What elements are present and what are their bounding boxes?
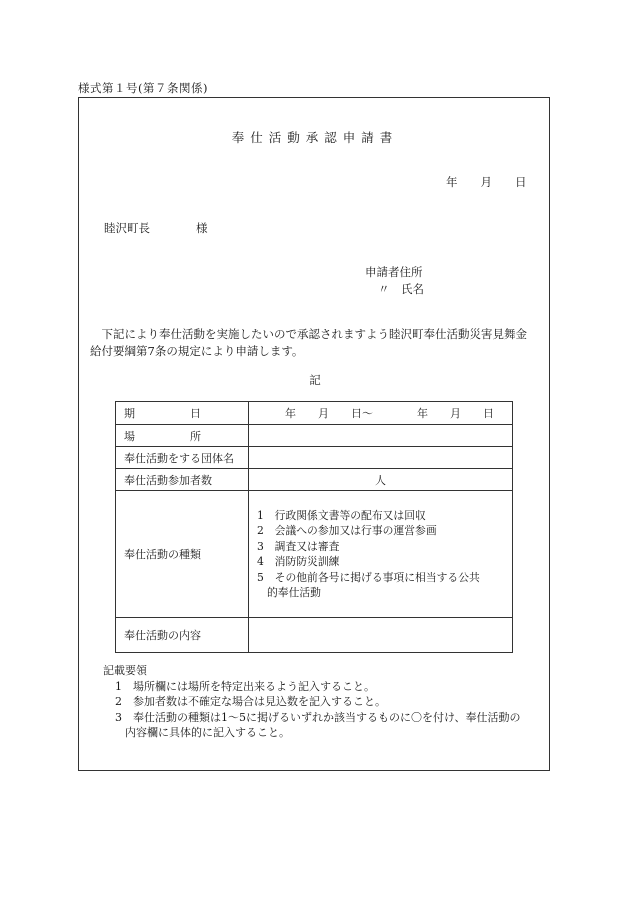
request-statement	[90, 326, 542, 360]
submission-date: 年 月 日	[446, 175, 527, 189]
addressee: 睦沢町長 様	[104, 221, 208, 235]
kind-item-2[interactable]: 2 会議への参加又は行事の運営参画	[257, 524, 437, 537]
group-value[interactable]	[249, 447, 513, 469]
table-row-count	[116, 469, 513, 491]
request-statement-line-2: 給付要綱第7条の規定により申請します。	[90, 344, 304, 358]
table-row-period	[116, 402, 513, 425]
kind-item-1[interactable]: 1 行政関係文書等の配布又は回収	[257, 508, 426, 522]
table-row-kind	[116, 491, 513, 618]
ki-heading: 記	[309, 373, 321, 387]
instruction-item-continued: 内容欄に具体的に記入すること。	[125, 726, 290, 739]
table-row-group	[116, 447, 513, 469]
period-value[interactable]: 年 月 日～ 年 月 日	[249, 402, 513, 425]
table-row-content	[116, 618, 513, 653]
place-value[interactable]	[249, 425, 513, 447]
place-label-text: 場 所	[124, 429, 201, 443]
filling-instructions	[103, 663, 521, 741]
group-label: 奉仕活動をする団体名	[116, 447, 249, 469]
request-statement-line-1: 下記により奉仕活動を実施したいので承認されますよう睦沢町奉仕活動災害見舞金	[90, 327, 527, 341]
instruction-item: 3 奉仕活動の種類は1～5に掲げるいずれか該当するものに〇を付け、奉仕活動の	[115, 710, 521, 724]
kind-label: 奉仕活動の種類	[116, 491, 249, 618]
document-title: 奉仕活動承認申請書	[231, 130, 399, 145]
place-label	[116, 425, 249, 447]
count-label: 奉仕活動参加者数	[116, 469, 249, 491]
period-label-text: 期 日	[124, 407, 201, 420]
content-label: 奉仕活動の内容	[116, 618, 249, 653]
table-row-place	[116, 425, 513, 447]
kind-value[interactable]	[249, 491, 513, 618]
kind-item-5[interactable]: 5 その他前各号に掲げる事項に相当する公共	[257, 570, 480, 584]
instructions-heading: 記載要領	[103, 664, 147, 677]
instruction-item: 1 場所欄には場所を特定出来るよう記入すること。	[115, 679, 375, 693]
instruction-item: 2 参加者数は不確定な場合は見込数を記入すること。	[115, 695, 386, 708]
form-number: 様式第１号(第７条関係)	[78, 81, 208, 95]
period-label	[116, 402, 249, 425]
application-table	[115, 401, 513, 653]
kind-item-5-continued: 的奉仕活動	[267, 586, 321, 599]
applicant-address-label: 申請者住所	[365, 265, 423, 279]
kind-item-4[interactable]: 4 消防防災訓練	[257, 555, 340, 568]
applicant-name-label: 〃 氏名	[378, 282, 424, 296]
kind-item-3[interactable]: 3 調査又は審査	[257, 539, 340, 553]
content-value[interactable]	[249, 618, 513, 653]
kind-list	[257, 508, 504, 601]
count-value[interactable]: 人	[249, 469, 513, 491]
